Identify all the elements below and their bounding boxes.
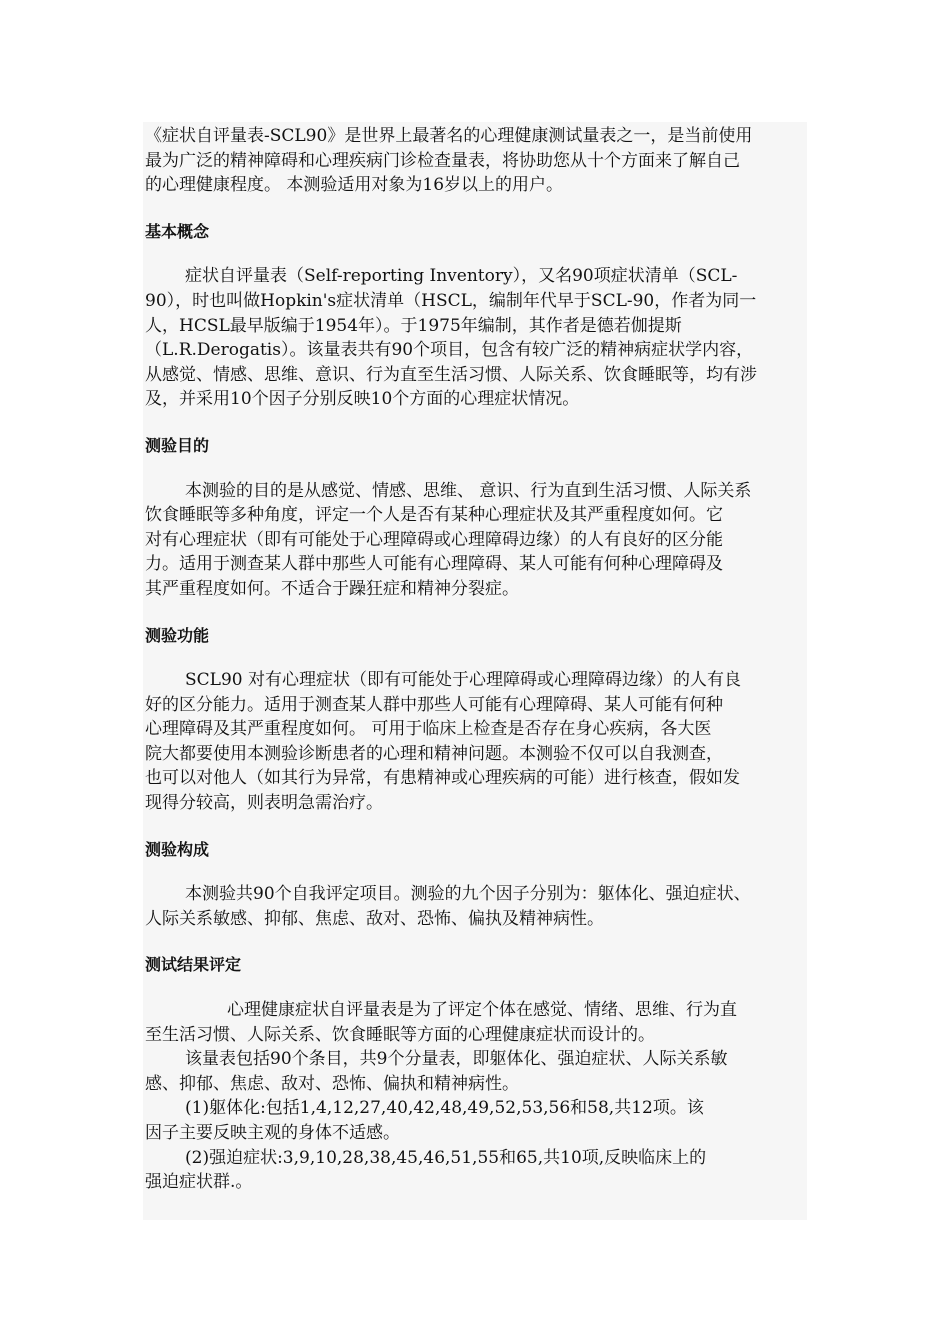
results-paragraph-2 xyxy=(145,1047,807,1096)
paragraph-line: 其严重程度如何。不适合于躁狂症和精神分裂症。 xyxy=(145,578,519,599)
paragraph-line: 症状自评量表（Self-reporting Inventory），又名90项症状清单（SCL- xyxy=(185,266,738,287)
paragraph-line: 也可以对他人（如其行为异常，有患精神或心理疾病的可能）进行核查，假如发 xyxy=(145,768,740,789)
paragraph-line: 90），时也叫做Hopkin's症状清单（HSCL，编制年代早于SCL-90，作者为同一 xyxy=(145,290,757,311)
paragraph-line: 本测验的目的是从感觉、情感、思维、 意识、行为直到生活习惯、人际关系 xyxy=(185,480,752,501)
paragraph-line: 从感觉、情感、思维、意识、行为直至生活习惯、人际关系、饮食睡眠等，均有涉 xyxy=(145,364,757,385)
paragraph-line: 好的区分能力。适用于测查某人群中那些人可能有心理障碍、某人可能有何种 xyxy=(145,694,723,715)
paragraph-line: 人，HCSL最早版编于1954年）。于1975年编制，其作者是德若伽提斯 xyxy=(145,315,682,336)
intro-line-2: 最为广泛的精神障碍和心理疾病门诊检查量表，将协助您从十个方面来了解自己 xyxy=(145,150,740,171)
heading-test-purpose: 测验目的 xyxy=(145,435,210,455)
paragraph-line: 本测验共90个自我评定项目。测验的九个因子分别为：躯体化、强迫症状、 xyxy=(185,884,751,905)
intro-line-3: 的心理健康程度。 本测验适用对象为16岁以上的用户。 xyxy=(145,175,564,196)
test-function-paragraph xyxy=(145,668,807,816)
test-structure-paragraph xyxy=(145,882,807,931)
heading-test-structure: 测验构成 xyxy=(145,839,210,859)
paragraph-line: 因子主要反映主观的身体不适感。 xyxy=(145,1123,400,1143)
paragraph-line: 力。适用于测查某人群中那些人可能有心理障碍、某人可能有何种心理障碍及 xyxy=(145,554,723,575)
paragraph-line: 感、抑郁、焦虑、敌对、恐怖、偏执和精神病性。 xyxy=(145,1073,519,1094)
paragraph-line: 饮食睡眠等多种角度，评定一个人是否有某种心理症状及其严重程度如何。它 xyxy=(145,505,723,526)
paragraph-line: (1)躯体化:包括1,4,12,27,40,42,48,49,52,53,56和58,共12项。该 xyxy=(185,1098,704,1119)
paragraph-line: 心理健康症状自评量表是为了评定个体在感觉、情绪、思维、行为直 xyxy=(227,1000,737,1021)
results-paragraph-4 xyxy=(145,1146,807,1195)
paragraph-line: 该量表包括90个条目，共9个分量表，即躯体化、强迫症状、人际关系敏 xyxy=(185,1049,728,1070)
document-page xyxy=(143,122,807,1220)
paragraph-line: （L.R.Derogatis）。该量表共有90个项目，包含有较广泛的精神病症状学内容， xyxy=(145,340,754,361)
results-paragraph-3 xyxy=(145,1096,807,1145)
paragraph-line: 院大都要使用本测验诊断患者的心理和精神问题。本测验不仅可以自我测查， xyxy=(145,743,723,764)
paragraph-line: (2)强迫症状:3,9,10,28,38,45,46,51,55和65,共10项,反映临床上的 xyxy=(185,1147,707,1168)
paragraph-line: SCL90 对有心理症状（即有可能处于心理障碍或心理障碍边缘）的人有良 xyxy=(185,670,741,691)
paragraph-line: 强迫症状群.。 xyxy=(145,1172,253,1193)
results-paragraph-1 xyxy=(145,998,807,1047)
basic-concept-paragraph xyxy=(145,264,807,412)
paragraph-line: 对有心理症状（即有可能处于心理障碍或心理障碍边缘）的人有良好的区分能 xyxy=(145,529,723,550)
heading-results-evaluation: 测试结果评定 xyxy=(145,955,242,975)
paragraph-line: 心理障碍及其严重程度如何。 可用于临床上检查是否存在身心疾病，各大医 xyxy=(145,719,712,740)
paragraph-line: 及，并采用10个因子分别反映10个方面的心理症状情况。 xyxy=(145,389,580,410)
paragraph-line: 至生活习惯、人际关系、饮食睡眠等方面的心理健康症状而设计的。 xyxy=(145,1024,655,1045)
paragraph-line: 现得分较高，则表明急需治疗。 xyxy=(145,793,383,814)
intro-line-1: 《症状自评量表-SCL90》是世界上最著名的心理健康测试量表之一，是当前使用 xyxy=(145,126,753,146)
test-purpose-paragraph xyxy=(145,479,807,602)
heading-basic-concept: 基本概念 xyxy=(145,221,210,241)
heading-test-function: 测验功能 xyxy=(145,625,210,645)
paragraph-line: 人际关系敏感、抑郁、焦虑、敌对、恐怖、偏执及精神病性。 xyxy=(145,908,604,929)
intro-paragraph xyxy=(145,124,807,198)
